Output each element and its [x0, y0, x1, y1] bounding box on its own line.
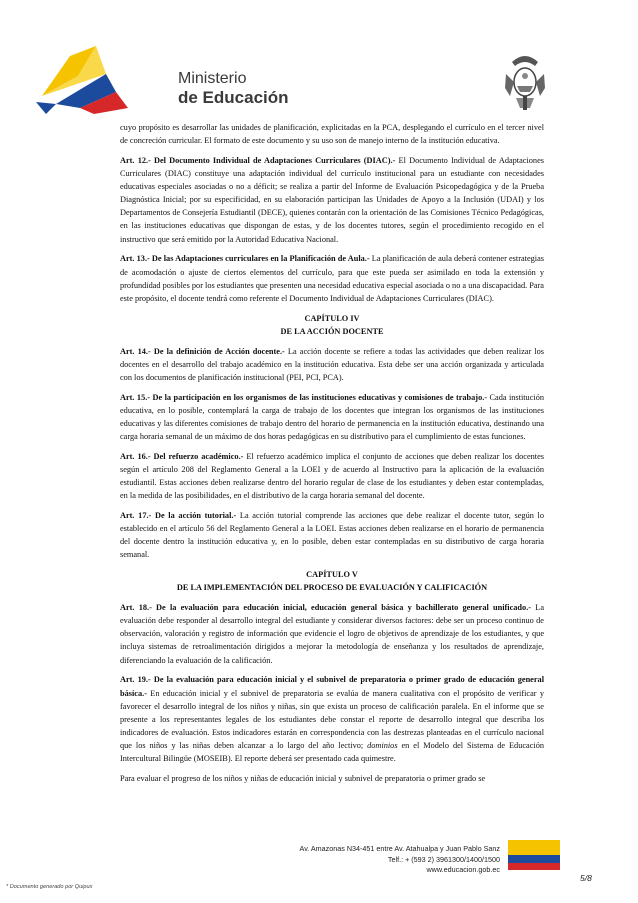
article-14-text: La acción docente se refiere a todas las actividades que deben realizar los docentes en el desarrollo del trabajo académico en la institución educativa. Esta debe ser una acción organizada y articulada con los documentos de planificación institucional (PEI, PCI, PCA). [120, 346, 544, 382]
article-16-title: Art. 16.- Del refuerzo académico.- [120, 451, 244, 461]
chapter-5-heading [120, 568, 544, 594]
article-12-text: El Documento Individual de Adaptaciones Curriculares (DIAC) constituye una adaptación individual del currículo institucional para un estudiante con necesidades educativas especiales asociadas o no a déficit; se realiza a partir del Informe de Evaluación Psicopedagógica y de la Prueba Diagnóstica Inicial; por su especificidad, en su elaboración participan las Unidades de Apoyo a la Inclusión (UDAI) y los Departamentos de Consejería Estudiantil (DECE), quienes contarán con la orientación de las Comisiones Técnico Pedagógicas, en las instituciones educativas que dispongan de estas, y de los docentes tutores, según el procedimiento recogido en el instructivo que será emitido por la Autoridad Educativa Nacional. [120, 155, 544, 244]
article-18-text: La evaluación debe responder al desarrollo integral del estudiante y considerar diversos factores: debe ser un proceso continuo de observación, valoración y registro de información que evidencie el logro de objetivos de aprendizaje de los estudiantes, y que incluya sistemas de retroalimentación dirigidos a mejorar la metodología de enseñanza y los resultados de aprendizaje, diferenciando la evaluación de la calificación. [120, 603, 545, 665]
document-body [120, 121, 544, 792]
article-19-text-b: en el Modelo del Sistema de Educación Intercultural Bilingüe (MOSEIB). El reporte deberá ser presentado cada quimestre. [120, 740, 545, 763]
paragraph-intro: cuyo propósito es desarrollar las unidades de planificación, explicitadas en la PCA, desplegando el currículo en el tercer nivel de concreción curricular. El formato de este documento y su uso son de manejo interno de la institución educativa. [120, 123, 544, 146]
article-16-text: El refuerzo académico implica el conjunto de acciones que deben realizar los docentes según el artículo 208 del Reglamento General a la LOEI y de acuerdo al Instructivo para la aplicación de la evaluación estudiantil. Estas acciones deben realizarse dentro del horario regular de clase de los estudiantes y deben estar contempladas, en la medida de las posibilidades, en el distributivo de la carga horaria semanal del docente. [120, 451, 544, 501]
footer-address-line1: Av. Amazonas N34-451 entre Av. Atahualpa y Juan Pablo Sanz [299, 844, 500, 853]
article-13 [120, 252, 544, 304]
chapter-4-title: DE LA ACCIÓN DOCENTE [280, 326, 384, 336]
footer-address [282, 844, 500, 876]
ministry-name [178, 70, 289, 107]
generated-note: * Documento generado por Quipux [6, 884, 93, 890]
chapter-4-heading [120, 312, 544, 338]
article-19-title: Art. 19.- De la evaluación para educación inicial y el subnivel de preparatoria o primer grado de educación general básica.- [120, 675, 544, 698]
paragraph-last: Para evaluar el progreso de los niños y niñas de educación inicial y subnivel de preparatoria o primer grado se [120, 773, 486, 783]
article-16 [120, 450, 544, 502]
article-12-title: Art. 12.- Del Documento Individual de Adaptaciones Curriculares (DIAC).- [120, 155, 396, 165]
article-14-title: Art. 14.- De la definición de Acción docente.- [120, 346, 285, 356]
article-15-title: Art. 15.- De la participación en los organismos de las instituciones educativas y comisiones de trabajo.- [120, 392, 488, 402]
article-14 [120, 345, 544, 384]
article-19-italic-term: dominios [367, 740, 398, 750]
article-17-text: La acción tutorial comprende las acciones que debe realizar el docente tutor, según lo establecido en el artículo 56 del Reglamento General a la LOEI. Estas acciones deben realizarse en el horario de permanencia del docente dentro la institución educativa y, en lo posible, deben estar contempladas en su distributivo de carga horaria semanal. [120, 511, 544, 560]
chapter-5-number: CAPÍTULO V [306, 570, 358, 580]
article-15 [120, 391, 544, 443]
article-19-text-a: En educación inicial y el subnivel de preparatoria se evalúa de manera cualitativa con el propósito de verificar y favorecer el desarrollo integral de los niños y niñas, sin que exista un proceso de calificación paralela. En el informe que se presente a los representantes legales de los estudiantes debe constar el reporte de desarrollo integral que describa los indicadores de evaluación. Estos indicadores estarán en correspondencia con las destrezas planteadas en el currículo nacional que los niños y las niñas deben alcanzar a lo largo del año lectivo; [120, 688, 544, 750]
ministry-logo-icon [36, 44, 176, 116]
footer-phone: Telf.: + (593 2) 3961300/1400/1500 [387, 854, 500, 864]
article-13-text: La planificación de aula deberá contener estrategias de acomodación o ajuste de ciertos elementos del currículo, para que este pueda ser asimilado en toda la extensión y profundidad posibles por los estudiantes que presenten una necesidad educativa especial asociada o no a una discapacidad. Para este propósito, el docente tendrá como referente el Documento Individual de Adaptaciones Curriculares (DIAC). [120, 254, 544, 303]
page-number: 5/8 [580, 873, 592, 883]
footer-website: www.educacion.gob.ec [426, 865, 500, 875]
chapter-4-number: CAPÍTULO IV [304, 313, 360, 323]
article-15-text: Cada institución educativa, en lo posible, contemplará la carga de trabajo de los docentes que integran los organismos de las instituciones educativas y las diferentes comisiones de trabajo dentro del horario de permanencia en la institución educativa, destinando una carga horaria semanal de un máximo de dos horas pedagógicas en su distributivo para el cumplimiento de estas funciones. [120, 392, 544, 441]
article-18 [120, 601, 544, 666]
article-17 [120, 509, 544, 561]
article-17-title: Art. 17.- De la acción tutorial.- [120, 511, 237, 521]
chapter-5-title: DE LA IMPLEMENTACIÓN DEL PROCESO DE EVALUACIÓN Y CALIFICACIÓN [176, 583, 488, 593]
coat-of-arms-icon [502, 52, 548, 112]
ministry-name-line2: de Educación [178, 88, 289, 107]
ecuador-flag-icon [508, 840, 560, 870]
article-19 [120, 673, 544, 765]
article-13-title: Art. 13.- De las Adaptaciones curriculares en la Planificación de Aula.- [120, 254, 370, 264]
article-18-title: Art. 18.- De la evaluación para educación inicial, educación general básica y bachillerato general unificado.- [120, 603, 532, 613]
ministry-name-line1: Ministerio [178, 70, 247, 87]
article-12 [120, 154, 544, 246]
